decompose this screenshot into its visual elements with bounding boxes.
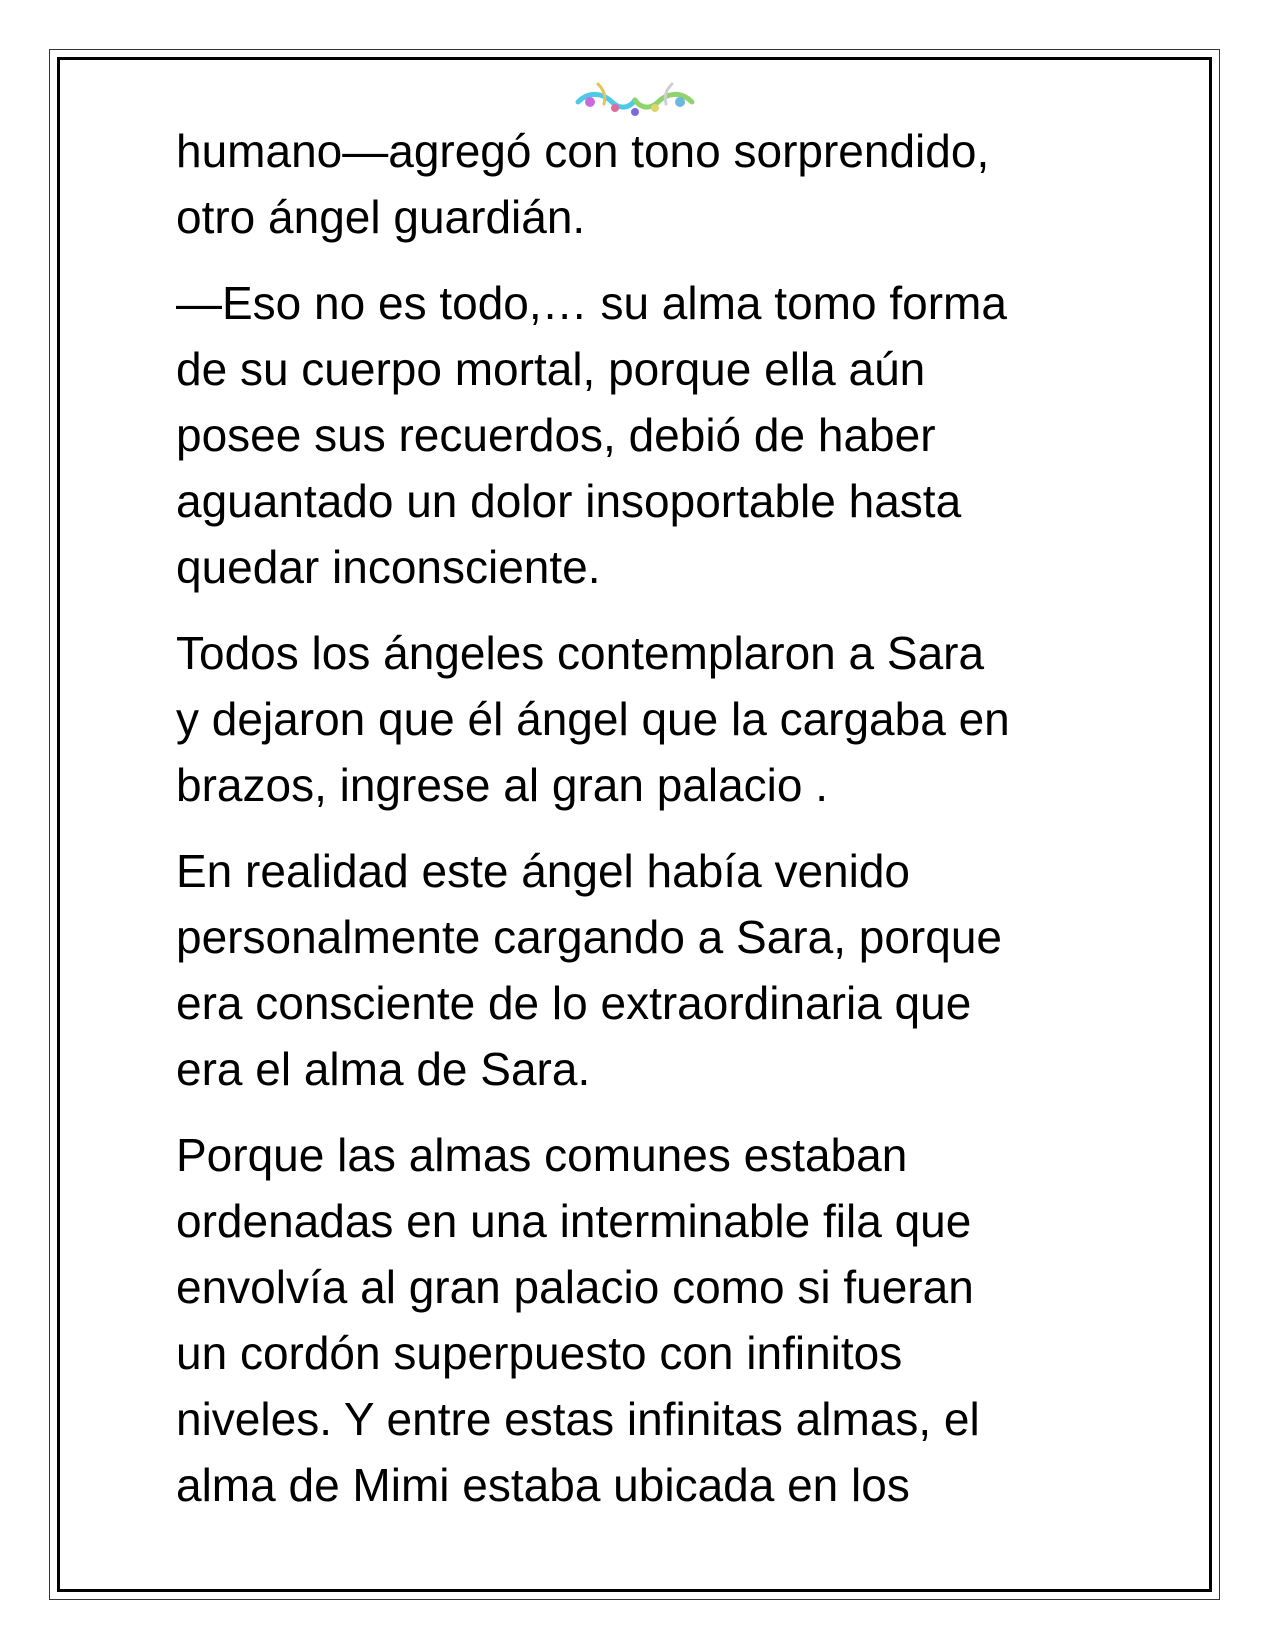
page-body-text <box>176 118 1116 1538</box>
paragraph-1: humano—agregó con tono sorprendido, otro ángel guardián. <box>176 125 990 243</box>
paragraph-4: En realidad este ángel había venido personalmente cargando a Sara, porque era consciente de lo extraordinaria que era el alma de Sara. <box>176 845 1003 1095</box>
paragraph-2: —Eso no es todo,… su alma tomo forma de su cuerpo mortal, porque ella aún posee sus recuerdos, debió de haber aguantado un dolor insoportable hasta quedar inconsciente. <box>176 277 1007 593</box>
paragraph-3: Todos los ángeles contemplaron a Sara y dejaron que él ángel que la cargaba en brazos, ingrese al gran palacio . <box>176 627 1010 811</box>
paragraph-5: Porque las almas comunes estaban ordenadas en una interminable fila que envolvía al gran palacio como si fueran un cordón superpuesto con infinitos niveles. Y entre estas infinitas almas, el alma de Mimi estaba ubicada en los <box>176 1129 980 1511</box>
decorative-flourish-icon <box>570 76 700 120</box>
